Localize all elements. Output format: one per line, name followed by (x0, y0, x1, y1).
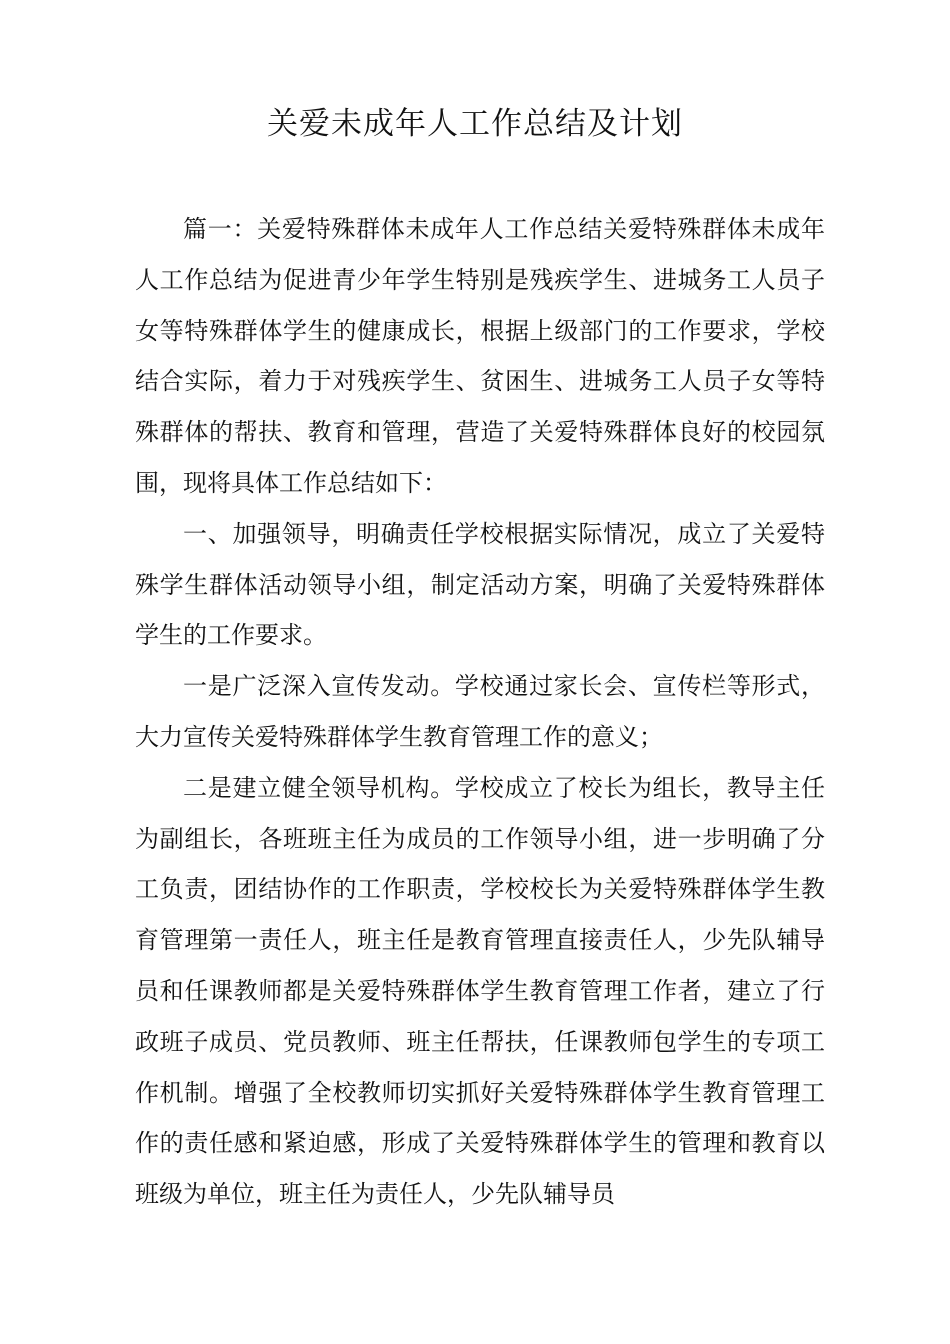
paragraph-3: 一是广泛深入宣传发动。学校通过家长会、宣传栏等形式，大力宣传关爱特殊群体学生教育管理工作的意义； (135, 672, 825, 751)
paragraph-1: 篇一：关爱特殊群体未成年人工作总结关爱特殊群体未成年人工作总结为促进青少年学生特别是残疾学生、进城务工人员子女等特殊群体学生的健康成长，根据上级部门的工作要求，学校结合实际，着力于对残疾学生、贫困生、进城务工人员子女等特殊群体的帮扶、教育和管理，营造了关爱特殊群体良好的校园氛围，现将具体工作总结如下： (135, 215, 825, 497)
paragraph-2: 一、加强领导，明确责任学校根据实际情况，成立了关爱特殊学生群体活动领导小组，制定活动方案，明确了关爱特殊群体学生的工作要求。 (135, 519, 825, 650)
paragraph-4: 二是建立健全领导机构。学校成立了校长为组长，教导主任为副组长，各班班主任为成员的工作领导小组，进一步明确了分工负责，团结协作的工作职责，学校校长为关爱特殊群体学生教育管理第一责任人，班主任是教育管理直接责任人，少先队辅导员和任课教师都是关爱特殊群体学生教育管理工作者，建立了行政班子成员、党员教师、班主任帮扶，任课教师包学生的专项工作机制。增强了全校教师切实抓好关爱特殊群体学生教育管理工作的责任感和紧迫感，形成了关爱特殊群体学生的管理和教育以班级为单位，班主任为责任人，少先队辅导员 (135, 773, 825, 1209)
document-body (135, 204, 825, 1220)
document-title: 关爱未成年人工作总结及计划 (267, 106, 683, 142)
